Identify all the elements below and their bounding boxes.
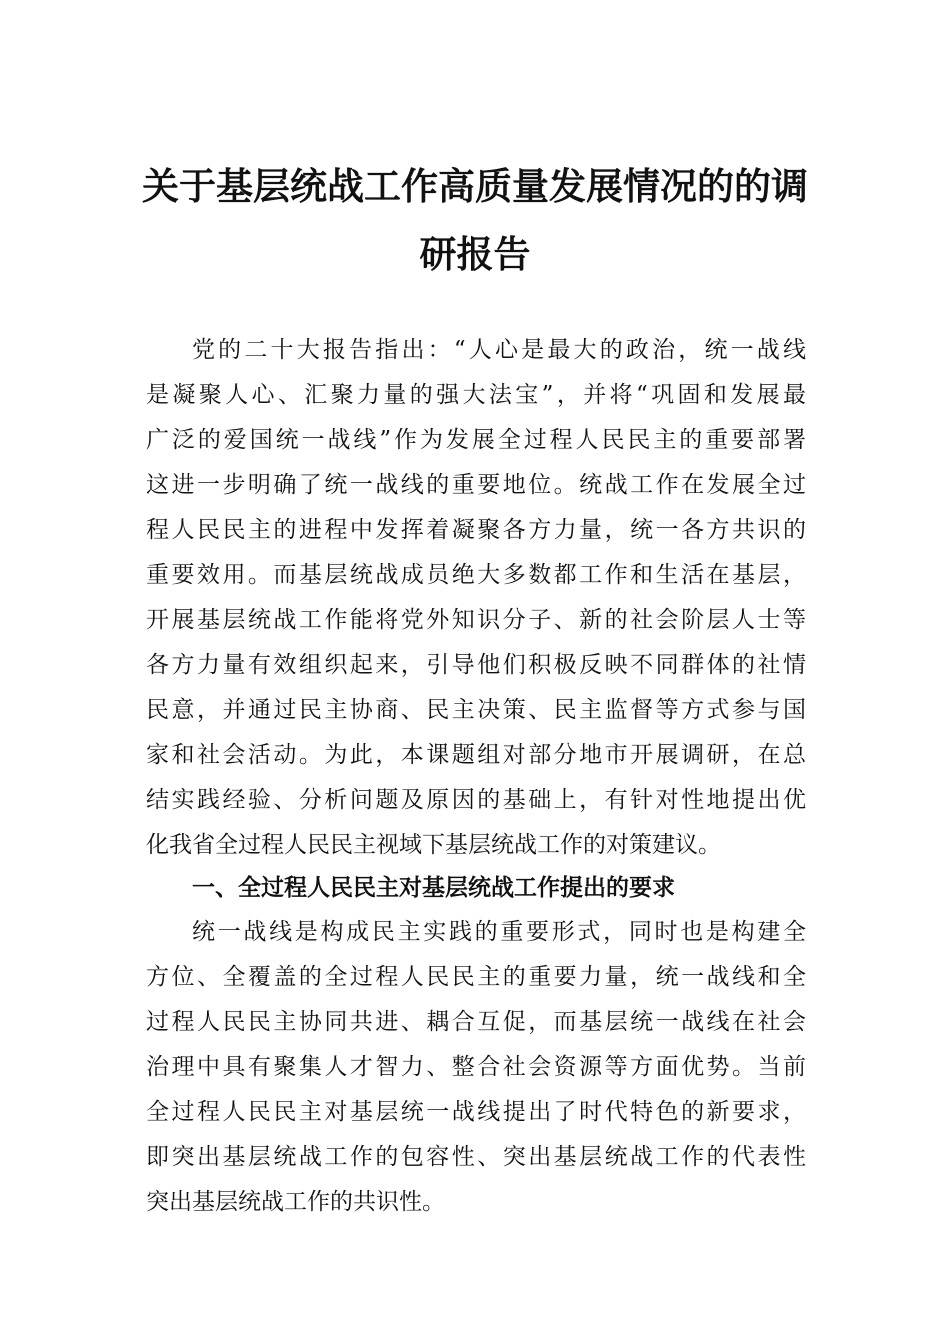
paragraph-1-line: 民意，并通过民主协商、民主决策、民主监督等方式参与国 [146, 697, 806, 723]
paragraph-2-line: 方位、全覆盖的全过程人民民主的重要力量，统一战线和全 [146, 964, 806, 990]
paragraph-1-line: 化我省全过程人民民主视域下基层统战工作的对策建议。 [146, 832, 721, 858]
paragraph-1-line: 这进一步明确了统一战线的重要地位。统战工作在发展全过 [146, 472, 806, 498]
paragraph-2-line: 突出基层统战工作的共识性。 [146, 1189, 445, 1215]
document-title-line-1: 关于基层统战工作高质量发展情况的的调 [142, 164, 808, 208]
paragraph-2-line: 统一战线是构成民主实践的重要形式，同时也是构建全 [192, 919, 806, 945]
paragraph-1-line: 各方力量有效组织起来，引导他们积极反映不同群体的社情 [146, 652, 806, 678]
paragraph-1-line: 是凝聚人心、汇聚力量的强大法宝”，并将“巩固和发展最 [146, 382, 806, 408]
paragraph-1-line: 家和社会活动。为此，本课题组对部分地市开展调研，在总 [146, 742, 806, 768]
paragraph-1-line: 广泛的爱国统一战线”作为发展全过程人民民主的重要部署 [146, 427, 806, 453]
paragraph-2-line: 全过程人民民主对基层统一战线提出了时代特色的新要求， [146, 1099, 806, 1125]
paragraph-1-line: 结实践经验、分析问题及原因的基础上，有针对性地提出优 [146, 787, 806, 813]
paragraph-1-line: 程人民民主的进程中发挥着凝聚各方力量，统一各方共识的 [146, 517, 806, 543]
paragraph-2-line: 即突出基层统战工作的包容性、突出基层统战工作的代表性 [146, 1144, 806, 1170]
paragraph-1-line: 开展基层统战工作能将党外知识分子、新的社会阶层人士等 [146, 607, 806, 633]
paragraph-2-line: 治理中具有聚集人才智力、整合社会资源等方面优势。当前 [146, 1054, 806, 1080]
section-heading-1: 一、全过程人民民主对基层统战工作提出的要求 [192, 875, 675, 901]
document-title-line-2: 研报告 [419, 232, 531, 276]
paragraph-1-line: 党的二十大报告指出：“人心是最大的政治，统一战线 [192, 337, 806, 363]
paragraph-1-line: 重要效用。而基层统战成员绝大多数都工作和生活在基层， [146, 562, 806, 588]
paragraph-2-line: 过程人民民主协同共进、耦合互促，而基层统一战线在社会 [146, 1009, 806, 1035]
